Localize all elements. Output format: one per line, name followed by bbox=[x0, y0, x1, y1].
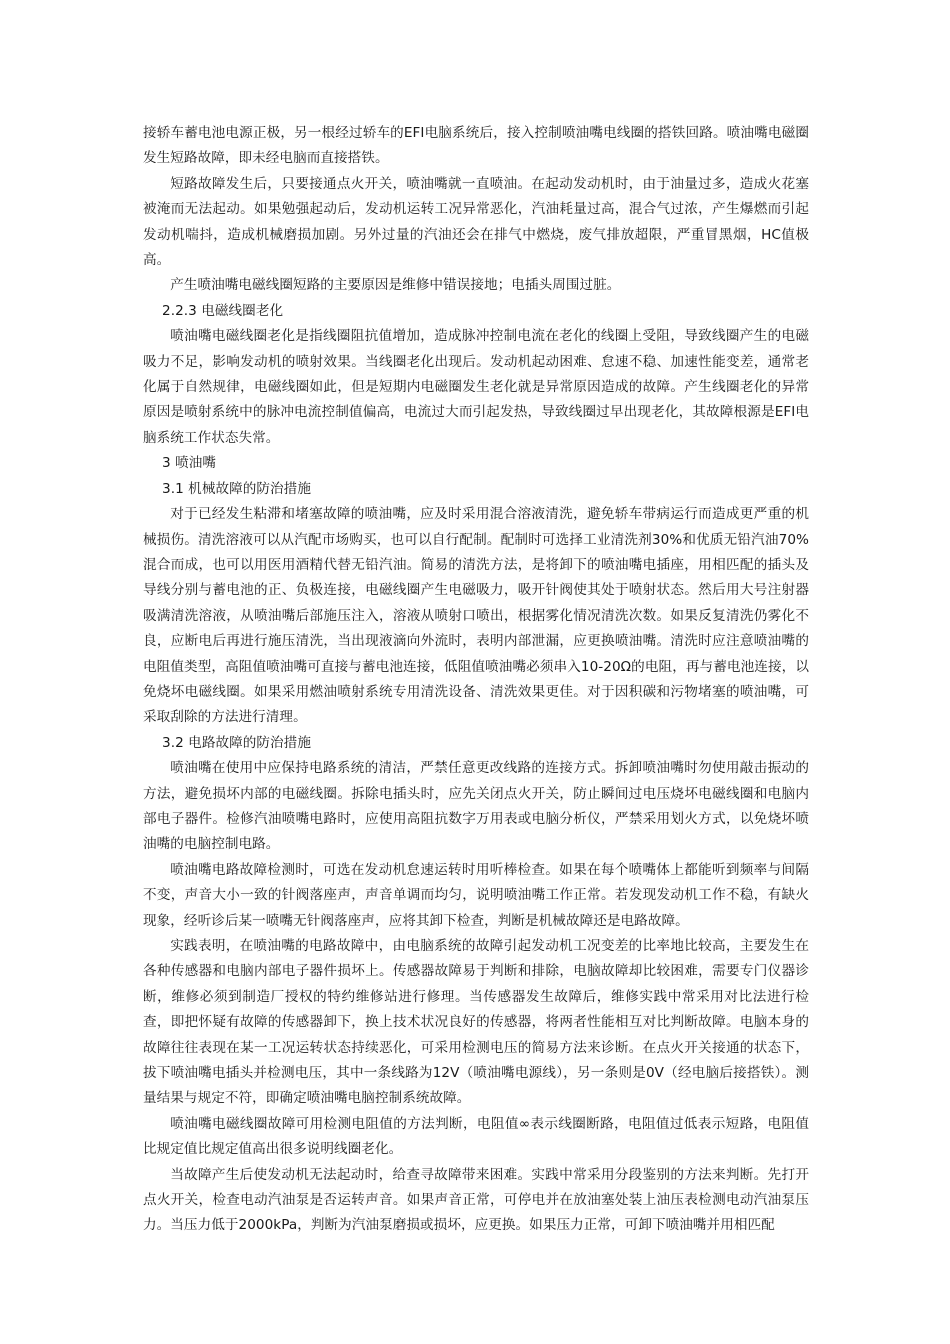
paragraph: 短路故障发生后，只要接通点火开关，喷油嘴就一直喷油。在起动发动机时，由于油量过多，造成火花塞被淹而无法起动。如果勉强起动后，发动机运转工况异常恶化，汽油耗量过高，混合气过浓，产生爆燃而引起发动机喘抖，造成机械磨损加剧。另外过量的汽油还会在排气中燃烧，废气排放超限，严重冒黑烟，HC值极高。 bbox=[143, 175, 809, 269]
paragraph: 对于已经发生粘滞和堵塞故障的喷油嘴，应及时采用混合溶液清洗，避免轿车带病运行而造成更严重的机械损伤。清洗溶液可以从汽配市场购买，也可以自行配制。配制时可选择工业清洗剂30%和优质无铅汽油70%混合而成，也可以用医用酒精代替无铅汽油。简易的清洗方法，是将卸下的喷油嘴电插座，用相匹配的插头及导线分别与蓄电池的正、负极连接，电磁线圈产生电磁吸力，吸开针阀使其处于喷射状态。然后用大号注射器吸满清洗溶液，从喷油嘴后部施压注入，溶液从喷射口喷出，根据雾化情况清洗次数。如果反复清洗仍雾化不良，应断电后再进行施压清洗，当出现液滴向外流时，表明内部泄漏，应更换喷油嘴。清洗时应注意喷油嘴的电阻值类型，高阻值喷油嘴可直接与蓄电池连接，低阻值喷油嘴必须串入10-20Ω的电阻，再与蓄电池连接，以免烧坏电磁线圈。如果采用燃油喷射系统专用清洗设备、清洗效果更佳。对于因积碳和污物堵塞的喷油嘴，可采取刮除的方法进行清理。 bbox=[143, 506, 809, 726]
section-heading: 3 喷油嘴 bbox=[162, 455, 217, 472]
paragraph: 喷油嘴电磁线圈故障可用检测电阻值的方法判断，电阻值∞表示线圈断路，电阻值过低表示短路，电阻值比规定值比规定值高出很多说明线圈老化。 bbox=[143, 1115, 809, 1158]
paragraph: 实践表明，在喷油嘴的电路故障中，由电脑系统的故障引起发动机工况变差的比率地比较高，主要发生在各种传感器和电脑内部电子器件损坏上。传感器故障易于判断和排除，电脑故障却比较困难，需要专门仪器诊断，维修必须到制造厂授权的特约维修站进行修理。当传感器发生故障后，维修实践中常采用对比法进行检查，即把怀疑有故障的传感器卸下，换上技术状况良好的传感器，将两者性能相互对比判断故障。电脑本身的故障往往表现在某一工况运转状态持续恶化，可采用检测电压的简易方法来诊断。在点火开关接通的状态下，拔下喷油嘴电插头并检测电压，其中一条线路为12V（喷油嘴电源线），另一条则是0V（经电脑后接搭铁）。测量结果与规定不符，即确定喷油嘴电脑控制系统故障。 bbox=[143, 938, 809, 1107]
paragraph: 喷油嘴电路故障检测时，可选在发动机怠速运转时用听棒检查。如果在每个喷嘴体上都能听到频率与间隔不变，声音大小一致的针阀落座声，声音单调而均匀，说明喷油嘴工作正常。若发现发动机工作不稳，有缺火现象，经听诊后某一喷嘴无针阀落座声，应将其卸下检查，判断是机械故障还是电路故障。 bbox=[143, 861, 809, 929]
paragraph: 接轿车蓄电池电源正极，另一根经过轿车的EFI电脑系统后，接入控制喷油嘴电线圈的搭铁回路。喷油嘴电磁圈发生短路故障，即未经电脑而直接搭铁。 bbox=[143, 125, 809, 167]
section-heading: 3.1 机械故障的防治措施 bbox=[162, 480, 311, 497]
section-heading: 3.2 电路故障的防治措施 bbox=[162, 734, 311, 751]
document-body bbox=[143, 121, 809, 1239]
paragraph: 产生喷油嘴电磁线圈短路的主要原因是维修中错误接地；电插头周围过脏。 bbox=[170, 277, 621, 294]
section-heading: 2.2.3 电磁线圈老化 bbox=[162, 302, 284, 319]
paragraph: 喷油嘴电磁线圈老化是指线圈阻抗值增加，造成脉冲控制电流在老化的线圈上受阻，导致线圈产生的电磁吸力不足，影响发动机的喷射效果。当线圈老化出现后。发动机起动困难、怠速不稳、加速性能变差，通常老化属于自然规律，电磁线圈如此，但是短期内电磁圈发生老化就是异常原因造成的故障。产生线圈老化的异常原因是喷射系统中的脉冲电流控制值偏高，电流过大而引起发热，导致线圈过早出现老化，其故障根源是EFI电脑系统工作状态失常。 bbox=[143, 328, 809, 446]
paragraph: 当故障产生后使发动机无法起动时，给查寻故障带来困难。实践中常采用分段鉴别的方法来判断。先打开点火开关，检查电动汽油泵是否运转声音。如果声音正常，可停电并在放油塞处装上油压表检测电动汽油泵压力。当压力低于2000kPa，判断为汽油泵磨损或损坏，应更换。如果压力正常，可卸下喷油嘴并用相匹配 bbox=[143, 1166, 809, 1234]
paragraph: 喷油嘴在使用中应保持电路系统的清洁，严禁任意更改线路的连接方式。拆卸喷油嘴时勿使用敲击振动的方法，避免损坏内部的电磁线圈。拆除电插头时，应先关闭点火开关，防止瞬间过电压烧坏电磁线圈和电脑内部电子器件。检修汽油喷嘴电路时，应使用高阻抗数字万用表或电脑分析仪，严禁采用划火方式，以免烧坏喷油嘴的电脑控制电路。 bbox=[143, 760, 809, 853]
